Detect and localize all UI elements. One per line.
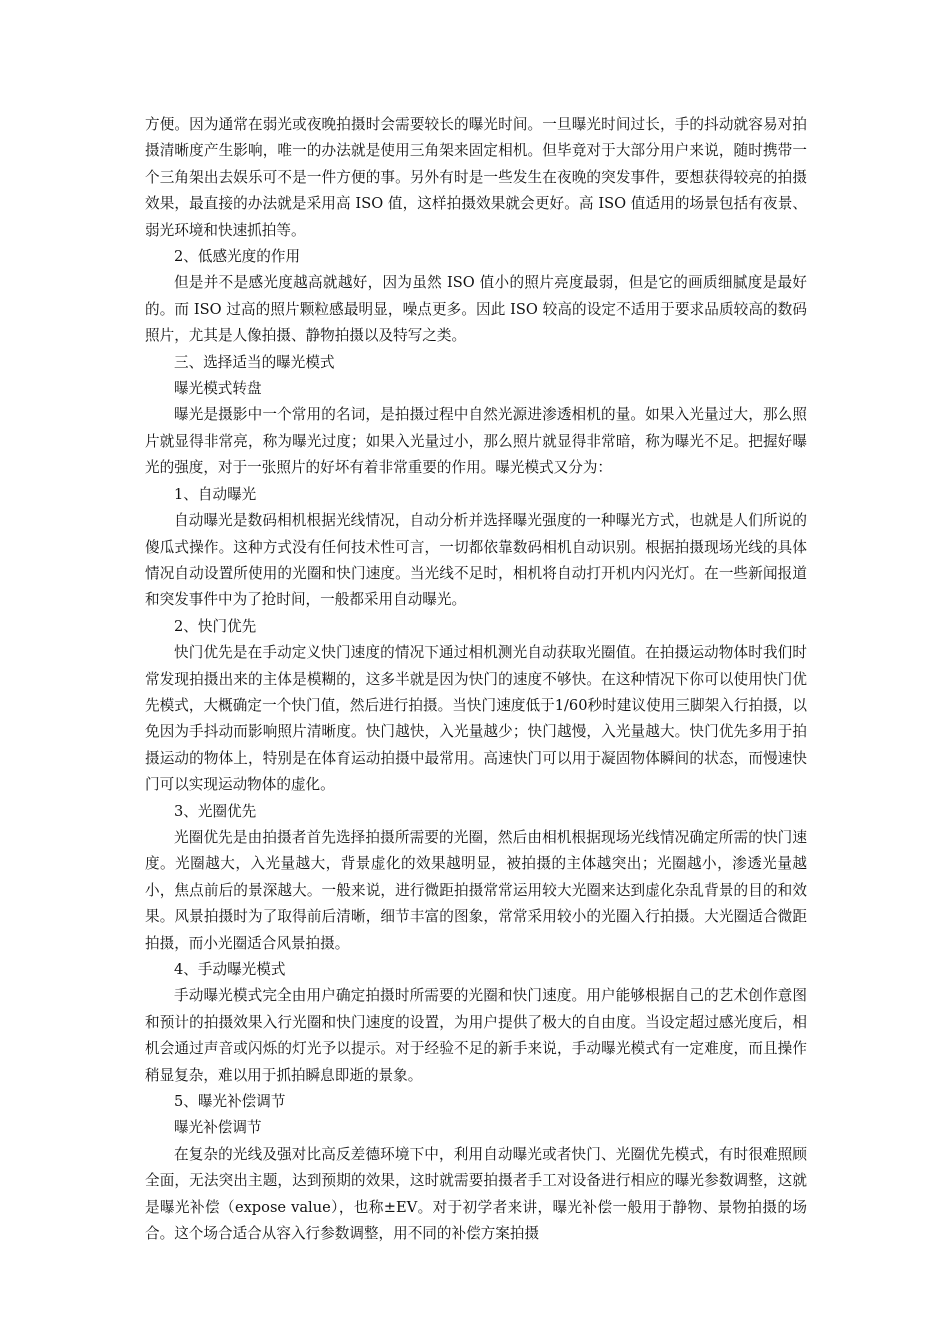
section-heading: 3、光圈优先 <box>174 802 257 820</box>
section-heading: 三、选择适当的曝光模式 <box>174 353 335 371</box>
body-paragraph: 曝光是摄影中一个常用的名词，是拍摄过程中自然光源进渗透相机的量。如果入光量过大，那么照片就显得非常亮，称为曝光过度；如果入光量过小，那么照片就显得非常暗，称为曝光不足。把握好曝光的强度，对于一张照片的好坏有着非常重要的作用。曝光模式又分为： <box>145 406 807 477</box>
section-heading: 5、曝光补偿调节 <box>174 1093 286 1111</box>
body-paragraph-continued: 方便。因为通常在弱光或夜晚拍摄时会需要较长的曝光时间。一旦曝光时间过长，手的抖动就容易对拍摄清晰度产生影响，唯一的办法就是使用三角架来固定相机。但毕竟对于大部分用户来说，随时携带一个三角架出去娱乐可不是一件方便的事。另外有时是一些发生在夜晚的突发事件，要想获得较亮的拍摄效果，最直接的办法就是采用高 ISO 值，这样拍摄效果就会更好。高 ISO 值适用的场景包括有夜景、弱光环境和快速抓拍等。 <box>145 116 807 239</box>
section-heading: 2、低感光度的作用 <box>174 248 301 266</box>
body-paragraph: 但是并不是感光度越高就越好，因为虽然 ISO 值小的照片亮度最弱，但是它的画质细腻度是最好的。而 ISO 过高的照片颗粒感最明显，噪点更多。因此 ISO 较高的设定不适用于要求品质较高的数码照片，尤其是人像拍摄、静物拍摄以及特写之类。 <box>145 274 807 345</box>
document-page <box>145 112 807 1247</box>
body-paragraph: 光圈优先是由拍摄者首先选择拍摄所需要的光圈，然后由相机根据现场光线情况确定所需的快门速度。光圈越大，入光量越大，背景虚化的效果越明显，被拍摄的主体越突出；光圈越小，渗透光量越小，焦点前后的景深越大。一般来说，进行微距拍摄常常运用较大光圈来达到虚化杂乱背景的目的和效果。风景拍摄时为了取得前后清晰，细节丰富的图象，常常采用较小的光圈入行拍摄。大光圈适合微距拍摄，而小光圈适合风景拍摄。 <box>145 828 807 952</box>
section-heading: 曝光补偿调节 <box>174 1119 262 1137</box>
body-paragraph: 手动曝光模式完全由用户确定拍摄时所需要的光圈和快门速度。用户能够根据自己的艺术创作意图和预计的拍摄效果入行光圈和快门速度的设置，为用户提供了极大的自由度。当设定超过感光度后，相机会通过声音或闪烁的灯光予以提示。对于经验不足的新手来说，手动曝光模式有一定难度，而且操作稍显复杂，难以用于抓拍瞬息即逝的景象。 <box>145 987 807 1084</box>
body-paragraph: 自动曝光是数码相机根据光线情况，自动分析并选择曝光强度的一种曝光方式，也就是人们所说的傻瓜式操作。这种方式没有任何技术性可言，一切都依靠数码相机自动识别。根据拍摄现场光线的具体情况自动设置所使用的光圈和快门速度。当光线不足时，相机将自动打开机内闪光灯。在一些新闻报道和突发事件中为了抢时间，一般都采用自动曝光。 <box>145 512 807 609</box>
body-paragraph: 快门优先是在手动定义快门速度的情况下通过相机测光自动获取光圈值。在拍摄运动物体时我们时常发现拍摄出来的主体是模糊的，这多半就是因为快门的速度不够快。在这种情况下你可以使用快门优先模式，大概确定一个快门值，然后进行拍摄。当快门速度低于1/60秒时建议使用三脚架入行拍摄，以免因为手抖动而影响照片清晰度。快门越快，入光量越少；快门越慢，入光量越大。快门优先多用于拍摄运动的物体上，特别是在体育运动拍摄中最常用。高速快门可以用于凝固物体瞬间的状态，而慢速快门可以实现运动物体的虚化。 <box>145 644 807 794</box>
section-heading: 2、快门优先 <box>174 617 257 635</box>
body-paragraph: 在复杂的光线及强对比高反差德环境下中，利用自动曝光或者快门、光圈优先模式，有时很难照顾全面，无法突出主题，达到预期的效果，这时就需要拍摄者手工对设备进行相应的曝光参数调整，这就是曝光补偿（expose value），也称±EV。对于初学者来讲，曝光补偿一般用于静物、景物拍摄的场合。这个场合适合从容入行参数调整，用不同的补偿方案拍摄 <box>145 1145 807 1243</box>
section-heading: 1、自动曝光 <box>174 485 257 503</box>
section-heading: 4、手动曝光模式 <box>174 961 286 978</box>
section-heading: 曝光模式转盘 <box>174 380 262 398</box>
